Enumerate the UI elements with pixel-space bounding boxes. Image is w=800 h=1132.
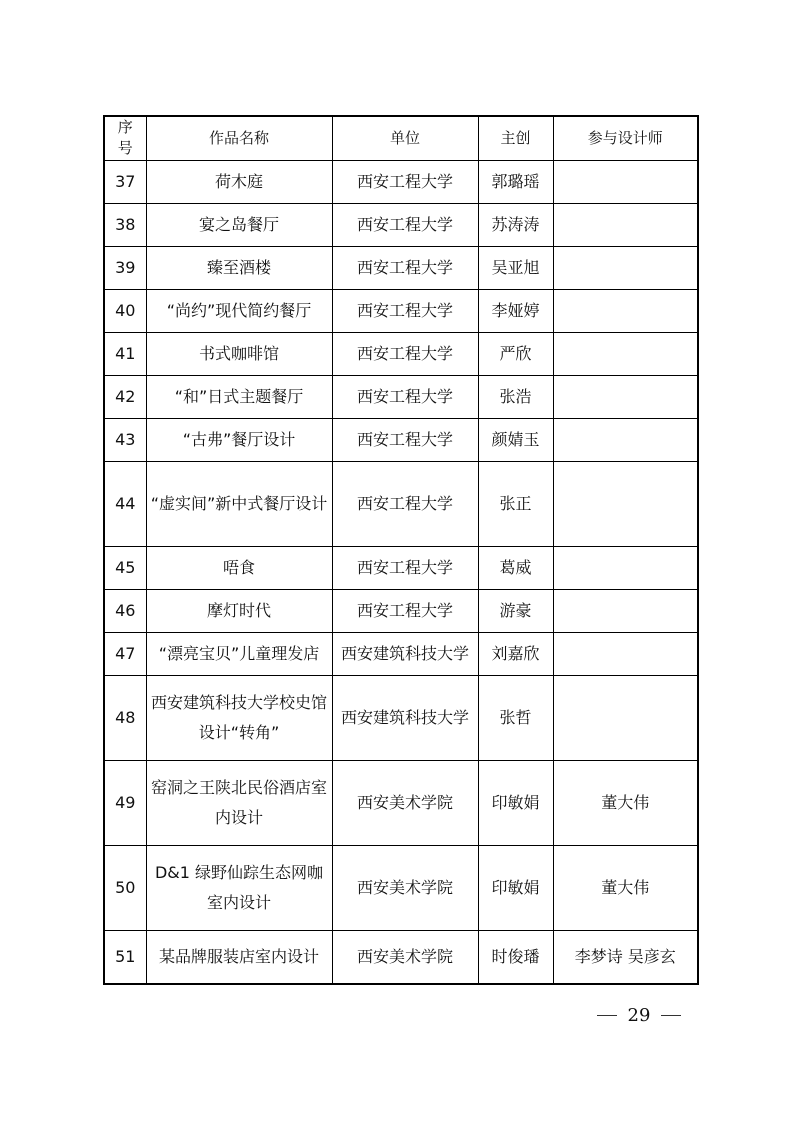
cell-lead: 印敏娟 xyxy=(478,760,553,845)
cell-participants: 李梦诗 吴彦玄 xyxy=(553,930,698,984)
cell-no: 51 xyxy=(104,930,146,984)
cell-name: 唔食 xyxy=(146,546,332,589)
cell-participants xyxy=(553,589,698,632)
cell-no: 40 xyxy=(104,289,146,332)
cell-no: 43 xyxy=(104,418,146,461)
page-number xyxy=(597,1005,681,1026)
cell-no: 50 xyxy=(104,845,146,930)
cell-participants: 董大伟 xyxy=(553,760,698,845)
table-row xyxy=(104,160,698,203)
cell-no: 38 xyxy=(104,203,146,246)
cell-lead: 张浩 xyxy=(478,375,553,418)
table-row xyxy=(104,546,698,589)
table-row xyxy=(104,289,698,332)
header-name: 作品名称 xyxy=(146,116,332,160)
cell-name: 摩灯时代 xyxy=(146,589,332,632)
cell-name: 某品牌服装店室内设计 xyxy=(146,930,332,984)
header-seq xyxy=(104,116,146,160)
cell-name: “古弗”餐厅设计 xyxy=(146,418,332,461)
cell-unit: 西安美术学院 xyxy=(332,845,478,930)
cell-participants xyxy=(553,332,698,375)
cell-no: 48 xyxy=(104,675,146,760)
cell-participants xyxy=(553,375,698,418)
cell-name: 荷木庭 xyxy=(146,160,332,203)
cell-lead: 游豪 xyxy=(478,589,553,632)
cell-name: “虚实间”新中式餐厅设计 xyxy=(146,461,332,546)
cell-participants xyxy=(553,289,698,332)
cell-unit: 西安美术学院 xyxy=(332,930,478,984)
cell-lead: 吴亚旭 xyxy=(478,246,553,289)
cell-participants xyxy=(553,675,698,760)
cell-lead: 张正 xyxy=(478,461,553,546)
header-lead: 主创 xyxy=(478,116,553,160)
cell-unit: 西安工程大学 xyxy=(332,332,478,375)
cell-no: 45 xyxy=(104,546,146,589)
cell-lead: 严欣 xyxy=(478,332,553,375)
table-row xyxy=(104,461,698,546)
cell-name: 窑洞之王陕北民俗酒店室内设计 xyxy=(146,760,332,845)
cell-no: 39 xyxy=(104,246,146,289)
cell-lead: 时俊璠 xyxy=(478,930,553,984)
cell-name: 西安建筑科技大学校史馆设计“转角” xyxy=(146,675,332,760)
cell-participants xyxy=(553,546,698,589)
cell-name: “和”日式主题餐厅 xyxy=(146,375,332,418)
cell-participants: 董大伟 xyxy=(553,845,698,930)
table-row xyxy=(104,760,698,845)
cell-unit: 西安工程大学 xyxy=(332,589,478,632)
table-row xyxy=(104,332,698,375)
cell-no: 49 xyxy=(104,760,146,845)
cell-participants xyxy=(553,632,698,675)
cell-no: 37 xyxy=(104,160,146,203)
cell-unit: 西安美术学院 xyxy=(332,760,478,845)
table-row xyxy=(104,375,698,418)
cell-unit: 西安工程大学 xyxy=(332,160,478,203)
cell-no: 42 xyxy=(104,375,146,418)
table-row xyxy=(104,246,698,289)
table-row xyxy=(104,845,698,930)
cell-lead: 郭璐瑶 xyxy=(478,160,553,203)
cell-participants xyxy=(553,246,698,289)
cell-no: 44 xyxy=(104,461,146,546)
page-number-dash-left xyxy=(597,1015,617,1016)
table-row xyxy=(104,589,698,632)
cell-unit: 西安工程大学 xyxy=(332,461,478,546)
cell-name: “尚约”现代简约餐厅 xyxy=(146,289,332,332)
cell-unit: 西安工程大学 xyxy=(332,418,478,461)
cell-unit: 西安工程大学 xyxy=(332,546,478,589)
cell-participants xyxy=(553,203,698,246)
cell-no: 47 xyxy=(104,632,146,675)
page-number-value: 29 xyxy=(627,1005,651,1026)
cell-lead: 苏涛涛 xyxy=(478,203,553,246)
cell-name: 宴之岛餐厅 xyxy=(146,203,332,246)
page-number-dash-right xyxy=(661,1015,681,1016)
table-row xyxy=(104,930,698,984)
cell-name: D&1 绿野仙踪生态网咖室内设计 xyxy=(146,845,332,930)
cell-unit: 西安工程大学 xyxy=(332,289,478,332)
cell-unit: 西安建筑科技大学 xyxy=(332,675,478,760)
cell-lead: 刘嘉欣 xyxy=(478,632,553,675)
header-seq-line2: 号 xyxy=(117,139,133,158)
table-header-row xyxy=(104,116,698,160)
cell-lead: 张哲 xyxy=(478,675,553,760)
header-seq-line1: 序 xyxy=(117,118,133,137)
cell-unit: 西安工程大学 xyxy=(332,375,478,418)
cell-lead: 印敏娟 xyxy=(478,845,553,930)
cell-unit: 西安工程大学 xyxy=(332,203,478,246)
cell-name: “漂亮宝贝”儿童理发店 xyxy=(146,632,332,675)
table-row xyxy=(104,632,698,675)
header-unit: 单位 xyxy=(332,116,478,160)
cell-name: 臻至酒楼 xyxy=(146,246,332,289)
cell-name: 书式咖啡馆 xyxy=(146,332,332,375)
cell-no: 46 xyxy=(104,589,146,632)
cell-lead: 葛威 xyxy=(478,546,553,589)
cell-unit: 西安工程大学 xyxy=(332,246,478,289)
cell-no: 41 xyxy=(104,332,146,375)
cell-unit: 西安建筑科技大学 xyxy=(332,632,478,675)
cell-participants xyxy=(553,418,698,461)
table-row xyxy=(104,203,698,246)
table-row xyxy=(104,418,698,461)
cell-participants xyxy=(553,461,698,546)
cell-lead: 颜婧玉 xyxy=(478,418,553,461)
cell-lead: 李娅婷 xyxy=(478,289,553,332)
cell-participants xyxy=(553,160,698,203)
table-row xyxy=(104,675,698,760)
awards-table xyxy=(103,115,699,985)
header-participants: 参与设计师 xyxy=(553,116,698,160)
